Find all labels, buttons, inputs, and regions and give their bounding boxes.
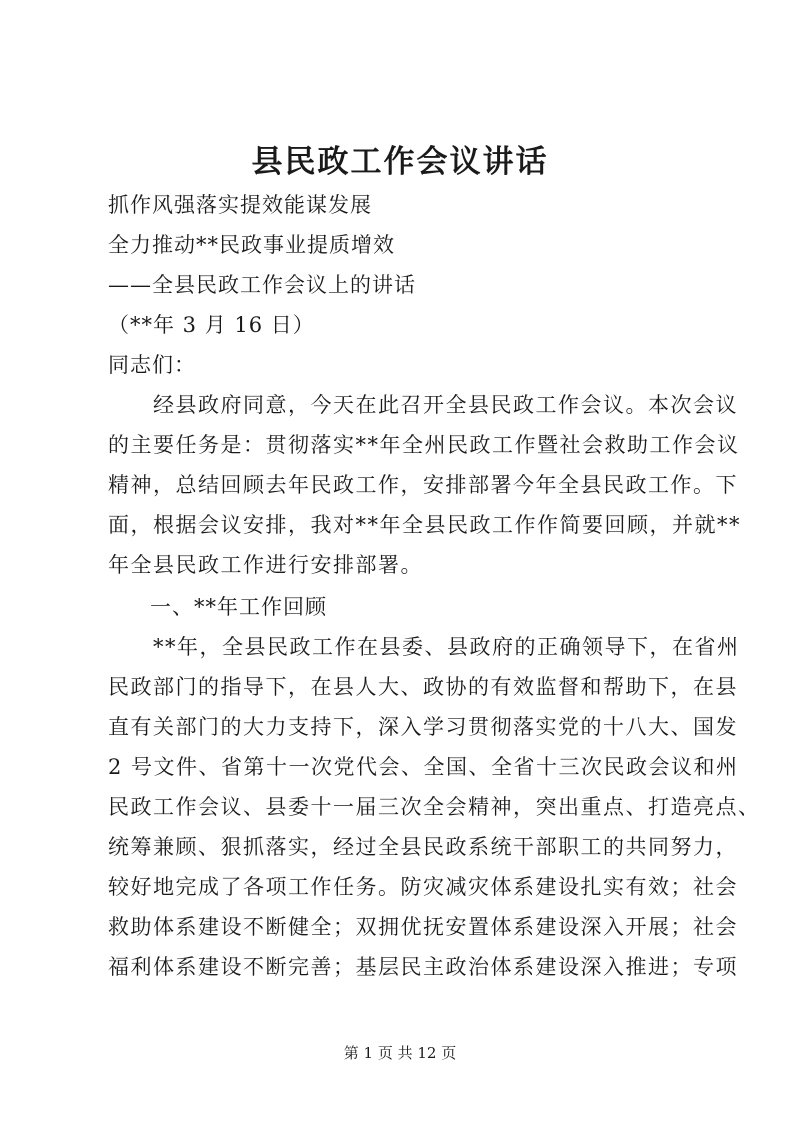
paragraph-intro xyxy=(108,390,741,580)
paragraph-line: 救助体系建设不断健全；双拥优抚安置体系建设深入开展；社会 xyxy=(108,915,738,939)
date-line: （**年 3 月 16 日） xyxy=(108,313,315,337)
paragraph-line: 民政工作会议、县委十一届三次全会精神，突出重点、打造亮点、 xyxy=(108,795,761,819)
paragraph-line: 较好地完成了各项工作任务。防灾减灾体系建设扎实有效；社会 xyxy=(108,875,738,899)
paragraph-line: 的主要任务是：贯彻落实**年全州民政工作暨社会救助工作会议 xyxy=(108,433,740,457)
paragraph-line: 2 号文件、省第十一次党代会、全国、全省十三次民政会议和州 xyxy=(108,755,739,779)
salutation: 同志们： xyxy=(108,353,196,377)
paragraph-line: 面，根据会议安排，我对**年全县民政工作作简要回顾，并就** xyxy=(108,513,741,537)
paragraph-line: 福利体系建设不断完善；基层民主政治体系建设深入推进；专项 xyxy=(108,955,738,979)
subtitle-line: 全力推动**民政事业提质增效 xyxy=(108,233,395,257)
subtitle-line: 抓作风强落实提效能谋发展 xyxy=(108,193,372,217)
subtitle-line: ——全县民政工作会议上的讲话 xyxy=(108,273,416,297)
paragraph-line: 直有关部门的大力支持下，深入学习贯彻落实党的十八大、国发 xyxy=(108,715,738,739)
paragraph-line: 经县政府同意，今天在此召开全县民政工作会议。本次会议 xyxy=(108,393,738,417)
paragraph-line: 统筹兼顾、狠抓落实，经过全县民政系统干部职工的共同努力， xyxy=(108,835,738,859)
paragraph-line: 精神，总结回顾去年民政工作，安排部署今年全县民政工作。下 xyxy=(108,473,738,497)
paragraph-line: **年，全县民政工作在县委、县政府的正确领导下，在省州 xyxy=(108,635,740,659)
section-heading xyxy=(108,592,728,622)
page-footer: 第 1 页 共 12 页 xyxy=(343,1044,457,1062)
paragraph-line: 年全县民政工作进行安排部署。 xyxy=(108,553,423,577)
document-title: 县民政工作会议讲话 xyxy=(251,144,549,180)
section-heading-text: 一、**年工作回顾 xyxy=(150,595,327,619)
paragraph-review xyxy=(108,632,761,982)
paragraph-line: 民政部门的指导下，在县人大、政协的有效监督和帮助下，在县 xyxy=(108,675,738,699)
